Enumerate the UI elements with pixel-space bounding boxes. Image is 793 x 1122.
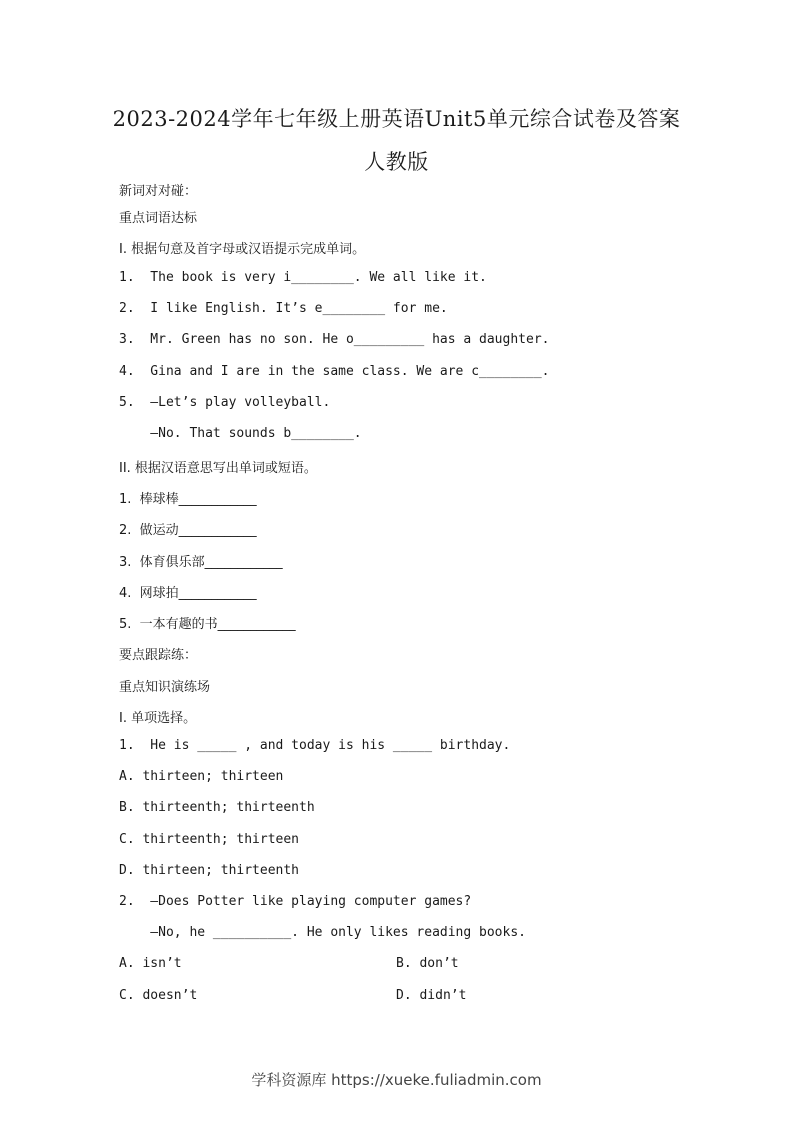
answer-option: A. thirteen; thirteen	[119, 769, 284, 784]
part2-item: 2. 做运动____________	[119, 523, 257, 538]
answer-option: D. didn’t	[396, 988, 467, 1003]
question-stem-reply: —No, he __________. He only likes reading books.	[119, 925, 526, 940]
part1-item: 5. —Let’s play volleyball.	[119, 395, 331, 410]
part1-item: 4. Gina and I are in the same class. We are c________.	[119, 364, 550, 379]
answer-option: C. doesn’t	[119, 988, 198, 1003]
part2-item: 3. 体育俱乐部____________	[119, 555, 283, 570]
question-stem: 1. He is _____ , and today is his _____ birthday.	[119, 738, 511, 753]
part2-item: 1. 棒球棒____________	[119, 492, 257, 507]
section-new-words: 新词对对碰：	[119, 184, 198, 199]
answer-option: B. don’t	[396, 956, 459, 971]
question-stem: 2. —Does Potter like playing computer games?	[119, 894, 472, 909]
part1-item: —No. That sounds b________.	[119, 426, 362, 441]
section-key-words: 重点词语达标	[119, 211, 198, 226]
part1-item: 2. I like English. It’s e________ for me.	[119, 301, 448, 316]
part1-item: 1. The book is very i________. We all like it.	[119, 270, 487, 285]
answer-option: D. thirteen; thirteenth	[119, 863, 300, 878]
part2-item: 5. 一本有趣的书____________	[119, 617, 296, 632]
section-knowledge: 重点知识演练场	[119, 680, 211, 695]
part2-item: 4. 网球拍____________	[119, 586, 257, 601]
answer-option: B. thirteenth; thirteenth	[119, 800, 315, 815]
section-practice: 要点跟踪练：	[119, 648, 198, 663]
document-subtitle: 人教版	[364, 150, 429, 174]
document-title: 2023-2024学年七年级上册英语Unit5单元综合试卷及答案	[112, 107, 681, 131]
answer-option: C. thirteenth; thirteen	[119, 832, 300, 847]
page-footer: 学科资源库 https://xueke.fuliadmin.com	[251, 1071, 542, 1089]
part2-heading: II. 根据汉语意思写出单词或短语。	[119, 461, 317, 476]
part3-heading: I. 单项选择。	[119, 711, 197, 726]
part1-heading: I. 根据句意及首字母或汉语提示完成单词。	[119, 242, 366, 257]
part1-item: 3. Mr. Green has no son. He o_________ has a daughter.	[119, 332, 550, 347]
answer-option: A. isn’t	[119, 956, 182, 971]
